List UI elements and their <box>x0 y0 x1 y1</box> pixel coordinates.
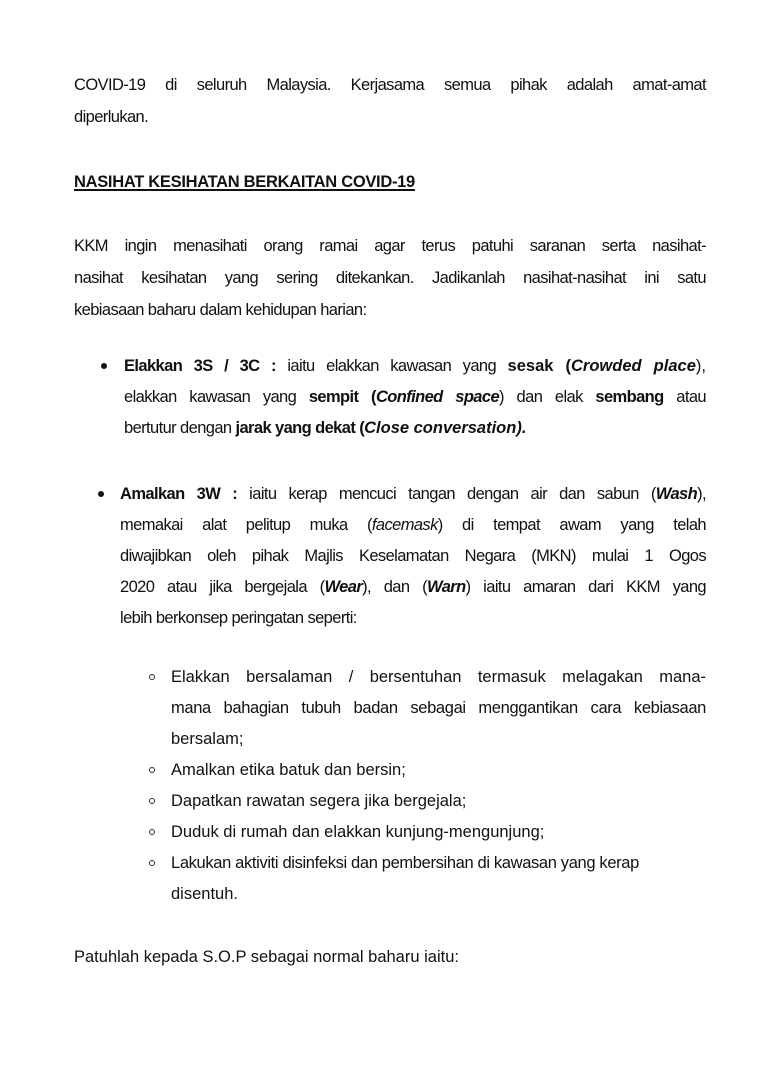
text: elakkan kawasan yang <box>124 388 309 406</box>
bullet-line <box>124 418 526 438</box>
sub-item-line: Dapatkan rawatan segera jika bergejala; <box>171 792 467 810</box>
closing-paragraph: Patuhlah kepada S.O.P sebagai normal baharu iaitu: <box>74 948 459 966</box>
sub-item-line: Lakukan aktiviti disinfeksi dan pembersihan di kawasan yang kerap <box>171 854 639 872</box>
sub-item-line: Duduk di rumah dan elakkan kunjung-mengunjung; <box>171 823 545 841</box>
text: ) <box>499 388 504 406</box>
intro-line: diperlukan. <box>74 108 149 126</box>
bold-text: sesak ( <box>507 357 572 375</box>
circle-bullet-icon <box>149 860 155 866</box>
text: ) di tempat awam yang telah <box>437 516 706 534</box>
bullet-line <box>120 577 706 597</box>
bold-italic-text: Wash <box>655 485 698 503</box>
advice-line: nasihat kesihatan yang sering ditekankan. Jadikanlah nasihat-nasihat ini satu <box>74 269 706 287</box>
bullet-line <box>124 387 706 407</box>
bullet-label: Elakkan 3S / 3C : <box>124 357 276 375</box>
intro-line: COVID-19 di seluruh Malaysia. Kerjasama semua pihak adalah amat-amat <box>74 76 706 94</box>
text: ), <box>697 485 706 503</box>
bullet-line <box>120 515 706 535</box>
text: ), dan ( <box>362 578 428 596</box>
sub-item-line: mana bahagian tubuh badan sebagai menggantikan cara kebiasaan <box>171 699 706 717</box>
bold-italic-text: Warn <box>427 578 466 596</box>
text: 2020 atau jika bergejala ( <box>120 578 325 596</box>
bullet-line <box>124 356 706 376</box>
bold-italic-text: Confined space <box>375 388 500 406</box>
circle-bullet-icon <box>149 674 155 680</box>
circle-bullet-icon <box>149 767 155 773</box>
advice-line: kebiasaan baharu dalam kehidupan harian: <box>74 301 367 319</box>
sub-item-line: disentuh. <box>171 885 238 903</box>
text: ), <box>695 357 706 375</box>
bullet-line: diwajibkan oleh pihak Majlis Keselamatan Negara (MKN) mulai 1 Ogos <box>120 547 706 565</box>
section-heading: NASIHAT KESIHATAN BERKAITAN COVID-19 <box>74 173 415 191</box>
circle-bullet-icon <box>149 829 155 835</box>
text: dan elak <box>503 388 596 406</box>
bullet-icon <box>101 363 107 369</box>
bold-italic-text: Wear <box>324 578 363 596</box>
sub-item-line: Elakkan bersalaman / bersentuhan termasuk melagakan mana- <box>171 668 706 686</box>
bold-italic-text: Crowded place <box>571 357 696 375</box>
text: ) iaitu amaran dari KKM yang <box>465 578 706 596</box>
bullet-label: Amalkan 3W : <box>120 485 238 503</box>
bullet-line: lebih berkonsep peringatan seperti: <box>120 609 357 627</box>
italic-text: facemask <box>371 516 438 534</box>
text: atau <box>663 388 706 406</box>
bullet-icon <box>98 491 104 497</box>
bold-text: sempit ( <box>308 388 376 406</box>
text: bertutur dengan <box>124 419 236 437</box>
advice-line: KKM ingin menasihati orang ramai agar terus patuhi saranan serta nasihat- <box>74 237 706 255</box>
text: iaitu elakkan kawasan yang <box>275 357 508 375</box>
text: memakai alat pelitup muka ( <box>120 516 372 534</box>
text: iaitu kerap mencuci tangan dengan air dan sabun ( <box>237 485 656 503</box>
bold-text: jarak yang dekat ( <box>235 419 365 437</box>
bold-italic-text: Close conversation). <box>364 419 527 437</box>
bullet-line <box>120 484 706 504</box>
sub-item-line: bersalam; <box>171 730 244 748</box>
circle-bullet-icon <box>149 798 155 804</box>
sub-item-line: Amalkan etika batuk dan bersin; <box>171 761 406 779</box>
bold-text: sembang <box>595 388 664 406</box>
